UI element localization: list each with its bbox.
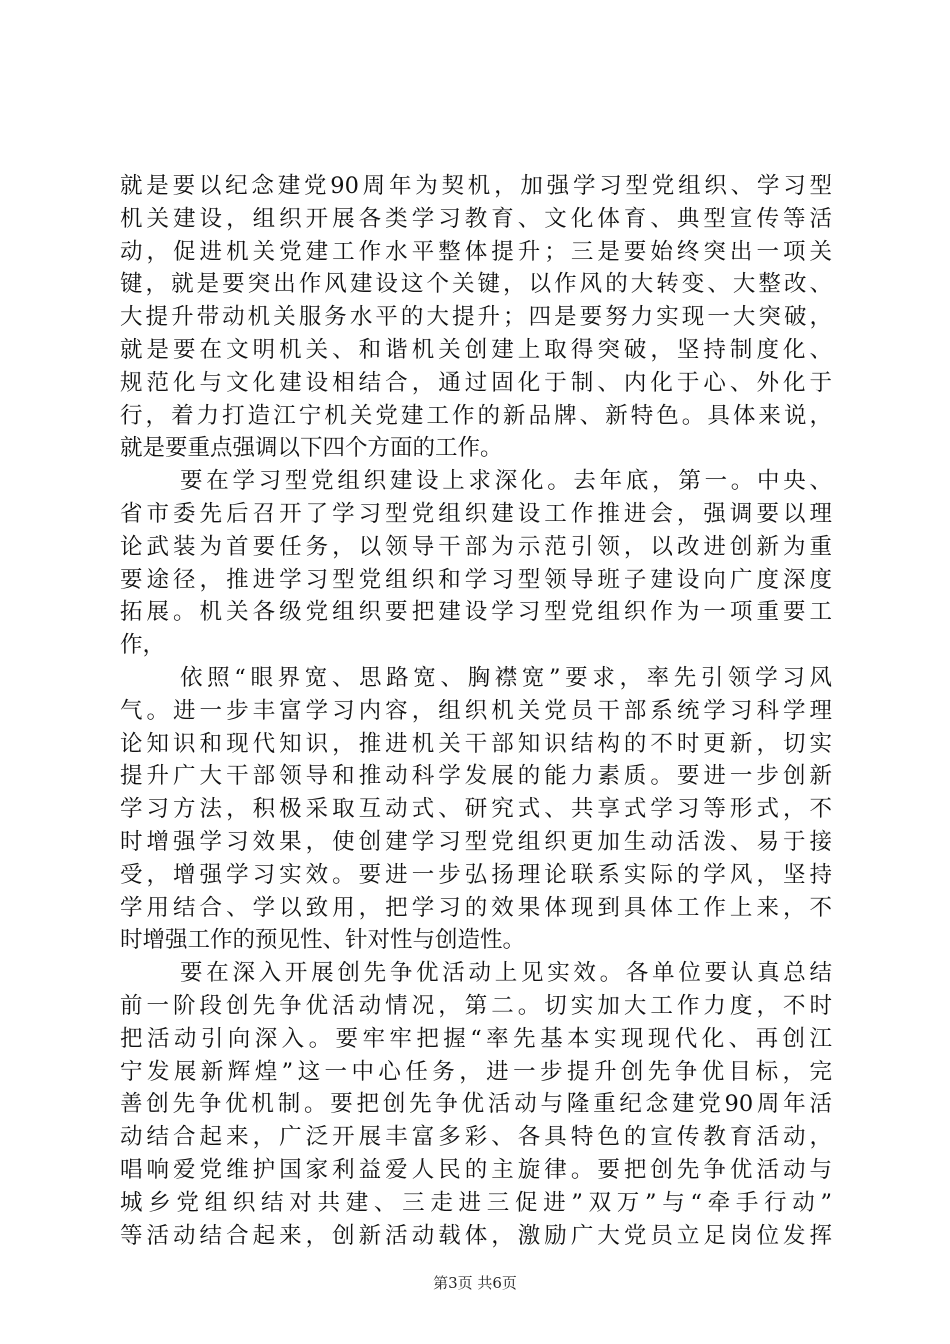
- page-footer: 第3页 共6页: [433, 1274, 517, 1292]
- text-line: 作，: [120, 632, 166, 659]
- text-line: 学习方法，积极采取互动式、研究式、共享式学习等形式，不: [120, 796, 832, 823]
- text-line: 拓展。机关各级党组织要把建设学习型党组织作为一项重要工: [120, 599, 832, 626]
- text-line: 键，就是要突出作风建设这个关键，以作风的大转变、大整改、: [120, 271, 832, 298]
- text-line: 就是要重点强调以下四个方面的工作。: [120, 435, 503, 462]
- text-line: 动，促进机关党建工作水平整体提升；三是要始终突出一项关: [120, 238, 832, 265]
- text-line: 提升广大干部领导和推动科学发展的能力素质。要进一步创新: [120, 763, 832, 790]
- text-line: 动结合起来，广泛开展丰富多彩、各具特色的宣传教育活动，: [120, 1124, 832, 1151]
- text-line: 要在深入开展创先争优活动上见实效。各单位要认真总结: [180, 960, 832, 987]
- text-line: 城乡党组织结对共建、三走进三促进”双万”与“牵手行动”: [120, 1189, 832, 1216]
- text-line: 就是要以纪念建党90周年为契机，加强学习型党组织、学习型: [120, 173, 832, 199]
- text-line: 学用结合、学以致用，把学习的效果体现到具体工作上来，不: [120, 894, 832, 921]
- text-line: 等活动结合起来，创新活动载体，激励广大党员立足岗位发挥: [120, 1222, 832, 1249]
- text-line: 气。进一步丰富学习内容，组织机关党员干部系统学习科学理: [120, 697, 832, 724]
- text-line: 省市委先后召开了学习型党组织建设工作推进会，强调要以理: [120, 500, 832, 527]
- text-line: 时增强工作的预见性、针对性与创造性。: [120, 927, 526, 954]
- text-line: 机关建设，组织开展各类学习教育、文化体育、典型宣传等活: [120, 205, 832, 232]
- text-line: 行，着力打造江宁机关党建工作的新品牌、新特色。具体来说，: [120, 402, 832, 429]
- text-line: 时增强学习效果，使创建学习型党组织更加生动活泼、易于接: [120, 828, 832, 855]
- text-line: 宁发展新辉煌”这一中心任务，进一步提升创先争优目标，完: [120, 1058, 832, 1085]
- text-line: 善创先争优机制。要把创先争优活动与隆重纪念建党90周年活: [120, 1091, 832, 1118]
- text-line: 要途径，推进学习型党组织和学习型领导班子建设向广度深度: [120, 566, 832, 593]
- text-line: 论武装为首要任务，以领导干部为示范引领，以改进创新为重: [120, 533, 832, 560]
- text-line: 前一阶段创先争优活动情况，第二。切实加大工作力度，不时: [120, 992, 832, 1019]
- text-line: 大提升带动机关服务水平的大提升；四是要努力实现一大突破，: [120, 304, 832, 331]
- text-line: 论知识和现代知识，推进机关干部知识结构的不时更新，切实: [120, 730, 832, 757]
- text-line: 受，增强学习实效。要进一步弘扬理论联系实际的学风，坚持: [120, 861, 832, 888]
- text-line: 规范化与文化建设相结合，通过固化于制、内化于心、外化于: [120, 369, 832, 396]
- text-line: 把活动引向深入。要牢牢把握“率先基本实现现代化、再创江: [120, 1025, 832, 1052]
- text-line: 依照“眼界宽、思路宽、胸襟宽”要求，率先引领学习风: [180, 664, 832, 691]
- text-line: 就是要在文明机关、和谐机关创建上取得突破，坚持制度化、: [120, 336, 832, 363]
- text-line: 要在学习型党组织建设上求深化。去年底，第一。中央、: [180, 468, 832, 495]
- document-body: [120, 170, 832, 1252]
- text-line: 唱响爱党维护国家利益爱人民的主旋律。要把创先争优活动与: [120, 1156, 832, 1183]
